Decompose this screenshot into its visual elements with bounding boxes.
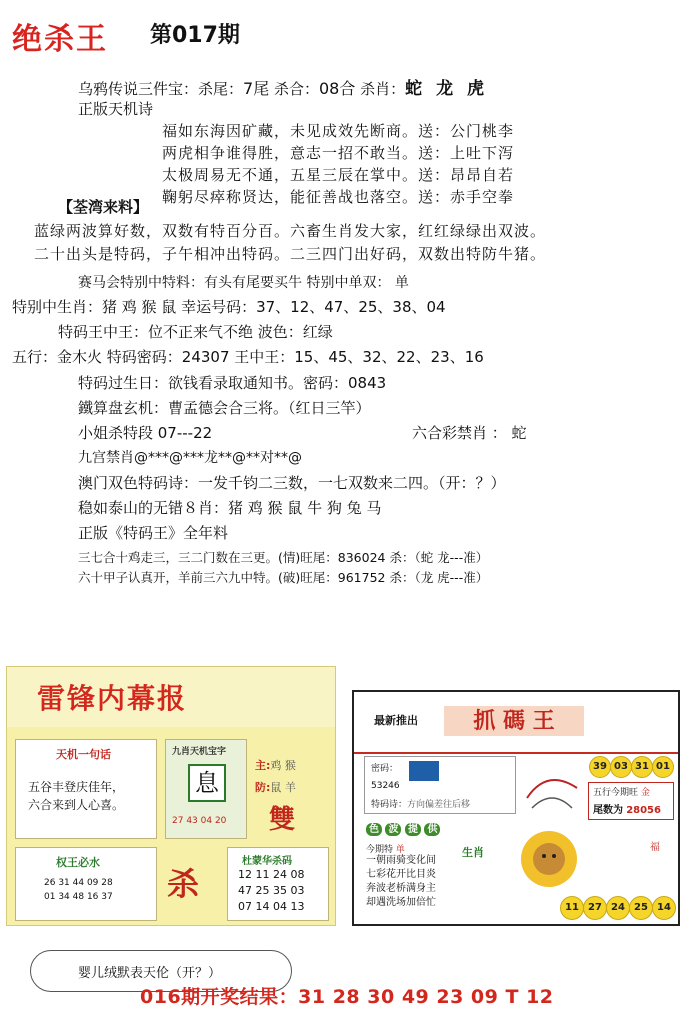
tail-label: 尾数为: [593, 805, 623, 816]
code-label: 密码：: [371, 764, 399, 774]
logo-icon: [409, 761, 439, 781]
quote-line-2: 六十甲子认真开，羊前三六九中特。(破)旺尾：961752 杀：（龙 虎---准）: [78, 570, 489, 585]
zhuama-panel: [352, 690, 680, 926]
leifeng-title: 雷锋内幕报: [37, 682, 188, 715]
six-ban-line: 六合彩禁肖 ： 蛇: [412, 424, 527, 442]
code-value: 53246: [371, 781, 400, 791]
tianji-box-title: 天机一句话: [56, 748, 111, 761]
bottom-ball-1: 11: [560, 896, 584, 920]
tail-line: [593, 801, 661, 816]
kill-code-title: 杜蒙华杀码: [242, 856, 292, 867]
tianji-title: 正版天机诗: [78, 100, 154, 118]
today-label: 今期特: [366, 845, 394, 855]
poem-line-4: 鞠躬尽瘁称贤达，能征善战也落空。送：赤手空拳: [162, 188, 515, 206]
wuxing-line: [593, 785, 650, 798]
shuang-char: 雙: [269, 805, 296, 835]
top-ball-4: 01: [652, 756, 674, 778]
today-val: 单: [395, 845, 405, 855]
main-pick: [255, 757, 296, 773]
fang-label: 防:: [255, 781, 271, 794]
wuxing-val: 金: [640, 788, 650, 798]
abacus-line: 鐵算盘玄机：曹孟德会合三将。（红日三竿）: [78, 399, 371, 417]
te-poem: [371, 797, 470, 810]
quan-box: [15, 847, 157, 921]
wuxing-box: [588, 782, 674, 820]
leifeng-panel: [6, 666, 336, 926]
kill-code-row-2: 47 25 35 03: [238, 884, 305, 897]
tags-row: [366, 820, 440, 835]
fang-vals: 鼠 羊: [270, 781, 296, 794]
code-box: [364, 756, 516, 814]
leifeng-header: [7, 667, 335, 727]
miss-line: 小姐杀特段 07---22: [78, 424, 213, 442]
tag-4: 供: [424, 823, 440, 836]
tsuen-wan-line-1: 蓝绿两波算好数，双数有特百分百。六畜生肖发大家，红红绿绿出双波。: [34, 222, 547, 240]
tag-3: 提: [405, 823, 421, 836]
tag-2: 波: [385, 823, 401, 836]
tail-val: 28056: [626, 805, 661, 816]
sha-char: 杀: [167, 865, 200, 903]
wuxing-label: 五行今期旺: [593, 788, 639, 798]
crow-label: 乌鸦传说三件宝：杀尾：: [78, 80, 244, 98]
kill-he-label: 杀合：: [273, 80, 319, 98]
birthday-line: 特码过生日：欲钱看录取通知书。密码：0843: [78, 374, 387, 392]
bottom-ball-5: 14: [652, 896, 676, 920]
kill-code-box: [227, 847, 329, 921]
tag-1: 色: [366, 823, 382, 836]
te-label: 特码诗：: [371, 800, 408, 810]
zodiac-label: 生肖: [462, 846, 484, 859]
tianji-box: [15, 739, 157, 839]
tsuen-wan-line-2: 二十出头是特码，子午相冲出特码。二三四门出好码，双数出特防牛猪。: [34, 245, 547, 263]
top-ball-3: 31: [631, 756, 653, 778]
tsuen-wan-title: 【荃湾来料】: [58, 198, 149, 216]
quote-line-1: 三七合十鸡走三，三二门数在三更。(情)旺尾：836024 杀：（蛇 龙---准）: [78, 550, 489, 565]
zhuama-header: [354, 692, 678, 754]
top-ball-2: 03: [610, 756, 632, 778]
zhuama-sub: 最新推出: [374, 714, 418, 727]
king-line: 特码王中王：位不正来气不绝 波色：红绿: [58, 323, 333, 341]
poem-line-3: 太极周易无不通，五星三辰在掌中。送：昂昂自若: [162, 166, 515, 184]
kill-xiao-label: 杀肖：: [360, 80, 406, 98]
nine-zodiac-title: 九肖天机宝字: [172, 747, 227, 757]
page-title: 绝杀王: [12, 22, 108, 57]
bottom-ball-2: 27: [583, 896, 607, 920]
issue-number: 第017期: [150, 23, 240, 48]
nine-zodiac-char: 息: [188, 764, 226, 802]
bottom-ball-3: 24: [606, 896, 630, 920]
poem-line-2: 两虎相争谁得胜，意志一招不敢当。送：上吐下泻: [162, 144, 515, 162]
zhuama-title: 抓 碼 王: [444, 706, 584, 736]
zhuama-poem: [366, 854, 436, 910]
cloud-text: 婴儿绒默表天伦（开？）: [78, 966, 222, 981]
bird-icon: [522, 758, 582, 818]
kill-tail: 7尾: [243, 79, 270, 98]
kill-code-row-1: 12 11 24 08: [238, 868, 305, 881]
top-ball-1: 39: [589, 756, 611, 778]
kill-code-row-3: 07 14 04 13: [238, 900, 305, 913]
zodiac-line: 特别中生肖：猪 鸡 猴 鼠 幸运号码：37、12、47、25、38、04: [12, 298, 446, 316]
bottom-ball-4: 25: [629, 896, 653, 920]
zhuama-poem-3: 奔波老桥满身主: [366, 883, 436, 894]
crow-line: [78, 74, 488, 99]
nine-zodiac-nums: 27 43 04 20: [172, 816, 227, 826]
te-val: 方向偏差往后移: [407, 800, 471, 810]
quan-box-title: 权王必水: [56, 856, 100, 869]
fang-pick: [255, 779, 296, 795]
draw-result: 016期开奖结果：31 28 30 49 23 09 T 12: [140, 986, 554, 1008]
monkey-icon: [514, 824, 584, 894]
macau-line: 澳门双色特码诗：一发千钧二三数，一七双数来二四。（开：？）: [78, 474, 506, 492]
taishan-line: 稳如泰山的无错８肖：猪 鸡 猴 鼠 牛 狗 兔 马: [78, 499, 382, 517]
right-note: 福: [650, 842, 660, 853]
kill-he: 08合: [319, 79, 356, 98]
poem-line-1: 福如东海因矿藏，未见成效先断商。送：公门桃李: [162, 122, 515, 140]
main-vals: 鸡 猴: [270, 759, 296, 772]
nine-palace-line: 九宫禁肖@***@***龙**@**对**@: [78, 450, 302, 466]
quan-row-1: 26 31 44 09 28: [44, 878, 113, 888]
horse-line: 赛马会特别中特料：有头有尾要买牛 特别中单双： 单: [78, 275, 409, 291]
zhuama-poem-2: 七彩花开比目炎: [366, 869, 436, 880]
kill-xiao: 蛇 龙 虎: [405, 79, 489, 99]
tianji-box-line-2: 六合来到人心喜。: [28, 798, 125, 812]
nine-zodiac-box: [165, 739, 247, 839]
zhuama-poem-1: 一朝雨骑变化间: [366, 855, 436, 866]
tianji-box-line-1: 五谷丰登庆佳年，: [28, 780, 125, 794]
main-label: 主:: [255, 759, 271, 772]
five-line: 五行：金木火 特码密码：24307 王中王：15、45、32、22、23、16: [12, 348, 484, 366]
annual-line: 正版《特码王》全年料: [78, 524, 229, 542]
zhuama-poem-4: 却遇洗场加倍忙: [366, 897, 436, 908]
quan-row-2: 01 34 48 16 37: [44, 892, 113, 902]
